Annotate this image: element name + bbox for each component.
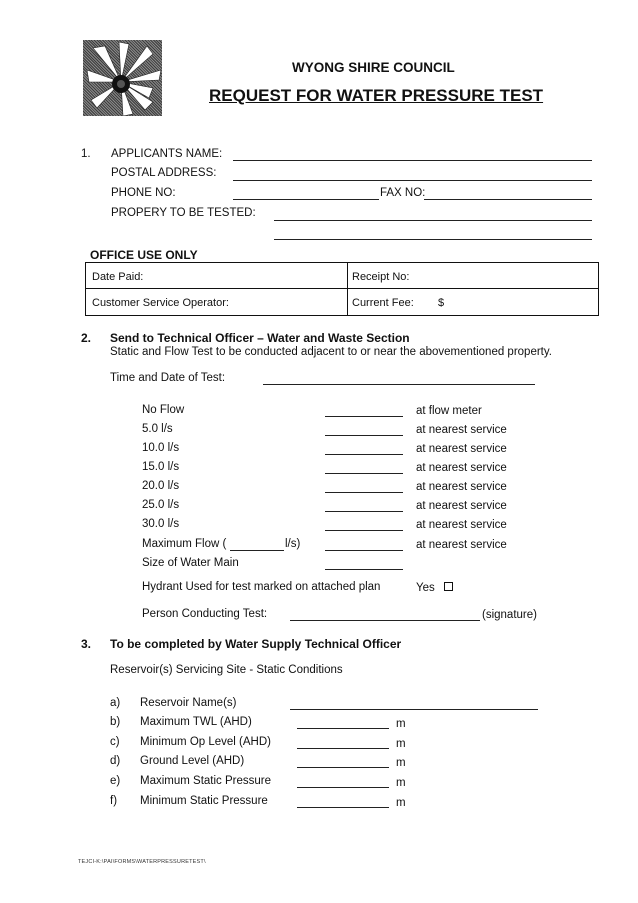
flow-field-25[interactable] [325, 511, 403, 512]
flow-label-30: 30.0 l/s [142, 518, 180, 530]
postal-address-label: POSTAL ADDRESS: [111, 167, 217, 179]
section3-title: To be completed by Water Supply Technical Officer [110, 637, 402, 651]
test-time-label: Time and Date of Test: [110, 372, 226, 384]
flow-suffix-20: at nearest service [416, 481, 507, 493]
form-title: REQUEST FOR WATER PRESSURE TEST [209, 86, 544, 105]
flow-field-15[interactable] [325, 473, 403, 474]
reservoir-letter-e: e) [110, 775, 121, 787]
applicant-name-field[interactable] [233, 160, 592, 161]
council-logo [83, 40, 162, 116]
ground-level-label: Ground Level (AHD) [140, 755, 245, 767]
flow-field-10[interactable] [325, 454, 403, 455]
max-twl-unit: m [396, 718, 406, 730]
flow-suffix-5: at nearest service [416, 424, 507, 436]
max-flow-rate-field[interactable] [230, 550, 284, 551]
hydrant-yes-label: Yes [416, 582, 435, 594]
min-static-pressure-label: Minimum Static Pressure [140, 795, 268, 807]
footer-file-path: TEJCI-K:\PAI\FORMS\WATERPRESSURETEST\ [78, 859, 206, 865]
ground-level-field[interactable] [297, 767, 389, 768]
max-static-pressure-field[interactable] [297, 787, 389, 788]
max-flow-unit: l/s) [285, 538, 301, 550]
flow-label-5: 5.0 l/s [142, 423, 173, 435]
date-paid-label: Date Paid: [92, 271, 144, 283]
current-fee-label: Current Fee: [352, 297, 414, 309]
max-static-pressure-unit: m [396, 777, 406, 789]
min-op-level-label: Minimum Op Level (AHD) [140, 736, 271, 748]
phone-field[interactable] [233, 199, 379, 200]
section3-subtitle: Reservoir(s) Servicing Site - Static Conditions [110, 664, 343, 676]
office-divider-vertical [347, 263, 348, 315]
min-op-level-field[interactable] [297, 748, 389, 749]
flow-suffix-10: at nearest service [416, 443, 507, 455]
flow-field-20[interactable] [325, 492, 403, 493]
min-static-pressure-unit: m [396, 797, 406, 809]
max-twl-field[interactable] [297, 728, 389, 729]
operator-label: Customer Service Operator: [92, 297, 229, 309]
office-divider-horizontal [86, 288, 598, 289]
section3-number: 3. [81, 637, 92, 651]
office-use-box [85, 262, 599, 316]
water-main-field[interactable] [325, 569, 403, 570]
max-twl-label: Maximum TWL (AHD) [140, 716, 252, 728]
signature-label: (signature) [482, 609, 537, 621]
flow-label-20: 20.0 l/s [142, 480, 180, 492]
reservoir-name-field[interactable] [290, 709, 538, 710]
flow-field-no-flow[interactable] [325, 416, 403, 417]
flow-suffix-no-flow: at flow meter [416, 405, 482, 417]
min-op-level-unit: m [396, 738, 406, 750]
currency-symbol: $ [438, 297, 445, 309]
test-time-field[interactable] [263, 384, 535, 385]
property-field[interactable] [274, 220, 592, 221]
section2-description: Static and Flow Test to be conducted adjacent to or near the abovementioned property. [110, 346, 552, 358]
section2-number: 2. [81, 331, 92, 345]
max-flow-field[interactable] [325, 550, 403, 551]
fax-field[interactable] [424, 199, 592, 200]
flow-field-5[interactable] [325, 435, 403, 436]
reservoir-letter-d: d) [110, 755, 121, 767]
applicant-name-label: APPLICANTS NAME: [111, 148, 223, 160]
reservoir-letter-a: a) [110, 697, 121, 709]
flow-suffix-30: at nearest service [416, 519, 507, 531]
section2-title: Send to Technical Officer – Water and Waste Section [110, 331, 410, 345]
phone-label: PHONE NO: [111, 187, 176, 199]
flow-suffix-15: at nearest service [416, 462, 507, 474]
hydrant-yes-checkbox[interactable] [444, 582, 453, 591]
flow-label-no-flow: No Flow [142, 404, 185, 416]
hydrant-label: Hydrant Used for test marked on attached plan [142, 581, 381, 593]
water-main-label: Size of Water Main [142, 557, 239, 569]
property-field-line2[interactable] [274, 239, 592, 240]
postal-address-field[interactable] [233, 180, 592, 181]
min-static-pressure-field[interactable] [297, 807, 389, 808]
receipt-no-label: Receipt No: [352, 271, 410, 283]
flow-suffix-25: at nearest service [416, 500, 507, 512]
section1-number: 1. [81, 148, 91, 160]
reservoir-name-label: Reservoir Name(s) [140, 697, 237, 709]
property-label: PROPERY TO BE TESTED: [111, 207, 256, 219]
reservoir-letter-b: b) [110, 716, 121, 728]
reservoir-letter-c: c) [110, 736, 120, 748]
ground-level-unit: m [396, 757, 406, 769]
flower-logo-icon [83, 40, 162, 116]
flow-label-15: 15.0 l/s [142, 461, 180, 473]
person-conducting-label: Person Conducting Test: [142, 608, 268, 620]
max-static-pressure-label: Maximum Static Pressure [140, 775, 272, 787]
council-name: WYONG SHIRE COUNCIL [292, 60, 455, 75]
flow-field-30[interactable] [325, 530, 403, 531]
flow-label-25: 25.0 l/s [142, 499, 180, 511]
office-use-title: OFFICE USE ONLY [90, 248, 198, 262]
max-flow-label: Maximum Flow ( [142, 538, 227, 550]
reservoir-letter-f: f) [110, 795, 118, 807]
flow-label-10: 10.0 l/s [142, 442, 180, 454]
max-flow-suffix: at nearest service [416, 539, 507, 551]
fax-label: FAX NO: [380, 187, 426, 199]
person-conducting-field[interactable] [290, 620, 480, 621]
